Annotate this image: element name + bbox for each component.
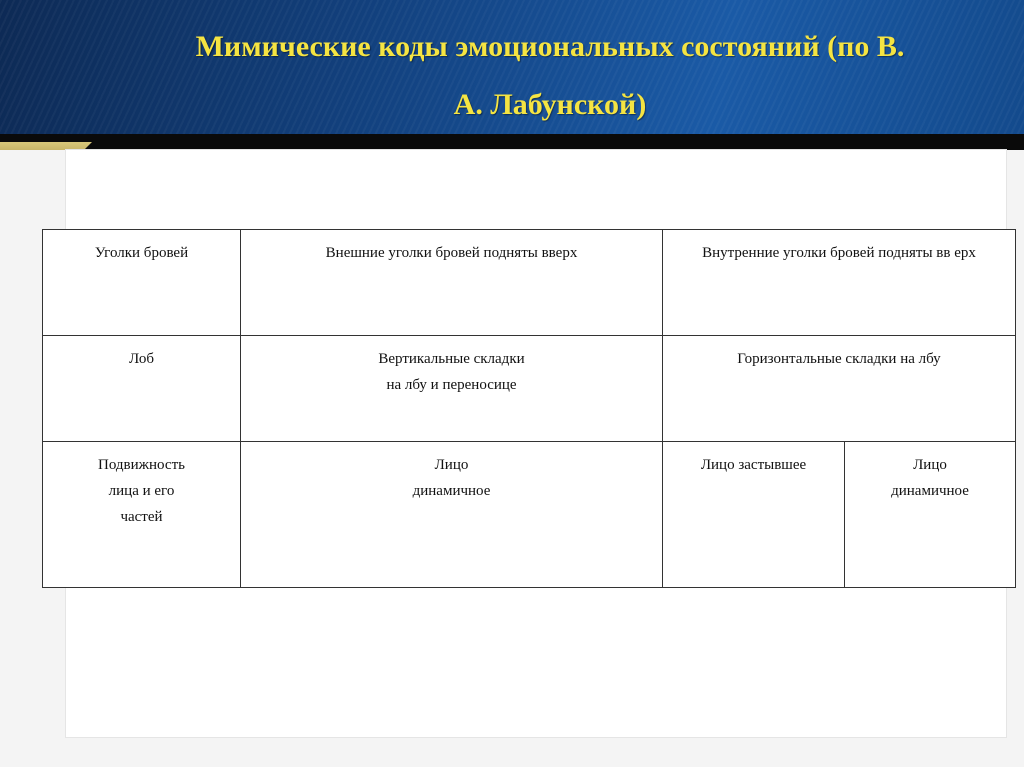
cell-text-line: Подвижность	[98, 457, 185, 473]
bottom-margin	[0, 737, 1024, 767]
cell-text-line: на лбу и переносице	[386, 377, 517, 393]
cell-text-line: динамичное	[412, 483, 491, 499]
cell-text-line: частей	[120, 509, 163, 525]
mimic-codes-table	[42, 229, 1016, 588]
cell-face-dynamic-2	[845, 442, 1016, 588]
header-divider-bar	[0, 134, 1024, 150]
slide-header	[0, 0, 1024, 150]
row-label-face-mobility	[43, 442, 241, 588]
row-label-forehead: Лоб	[43, 336, 241, 442]
cell-text-line: динамичное	[891, 483, 969, 499]
slide-title-line-1: Мимические коды эмоциональных состояний (по В.	[195, 30, 905, 63]
row-label-eyebrow-corners: Уголки бровей	[43, 230, 241, 336]
cell-text-line: Лицо	[434, 457, 469, 473]
cell-face-dynamic	[241, 442, 663, 588]
cell-text-line: Вертикальные складки	[378, 351, 525, 367]
cell-text-line: лица и его	[108, 483, 175, 499]
cell-face-frozen: Лицо застывшее	[663, 442, 845, 588]
slide-title	[90, 18, 1010, 134]
cell-eyebrows-outer: Внешние уголки бровей подняты вверх	[241, 230, 663, 336]
cell-text-line: Лицо	[913, 457, 947, 473]
table-row	[43, 230, 1016, 336]
cell-forehead-vertical	[241, 336, 663, 442]
slide-title-line-2: А. Лабунской)	[453, 88, 647, 121]
table-row	[43, 336, 1016, 442]
table-row	[43, 442, 1016, 588]
cell-eyebrows-inner: Внутренние уголки бровей подняты вв ерх	[663, 230, 1016, 336]
cell-forehead-horizontal: Горизонтальные складки на лбу	[663, 336, 1016, 442]
